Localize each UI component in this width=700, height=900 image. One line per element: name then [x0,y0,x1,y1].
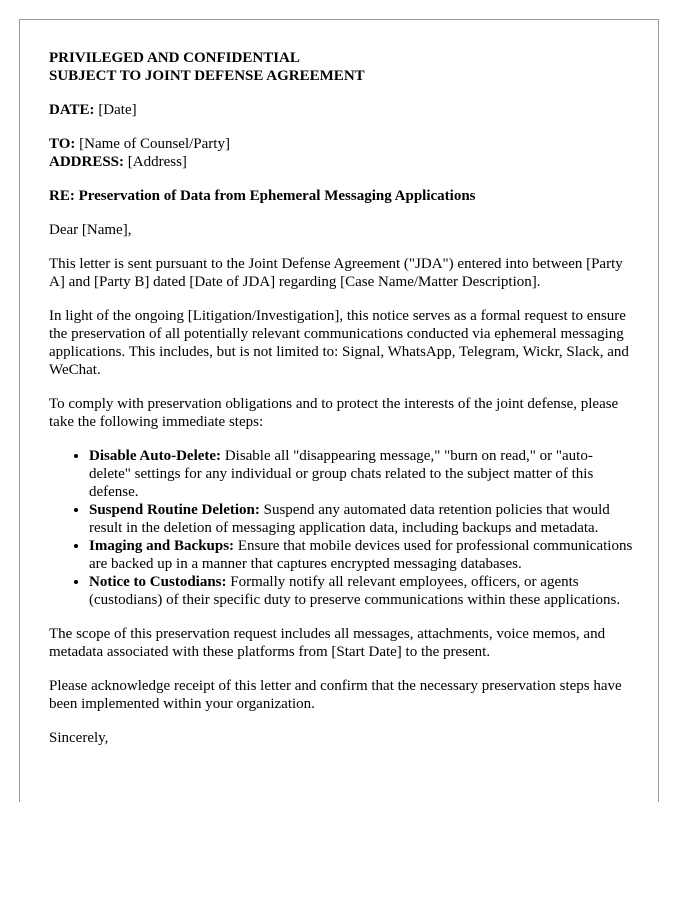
address-value: [Address] [124,154,187,170]
letter-page [19,19,659,802]
list-item [89,447,634,501]
confidentiality-header [49,49,634,85]
step-text: Suspend any automated data retention policies that would result in the deletion of messaging application data, including backups and metadata. [89,502,610,536]
step-term: Imaging and Backups: [89,538,235,554]
salutation: Dear [Name], [49,222,132,238]
date-value: [Date] [94,102,137,118]
to-label: TO: [49,136,76,152]
paragraph-steps-intro: To comply with preservation obligations and to protect the interests of the joint defense, please take the following immediate steps: [49,396,619,430]
paragraph-scope: The scope of this preservation request includes all messages, attachments, voice memos, and metadata associated with these platforms from [Start Date] to the present. [49,626,606,660]
date-label: DATE: [49,102,95,118]
paragraph-preservation-request: In light of the ongoing [Litigation/Investigation], this notice serves as a formal request to ensure the preservation of all potentially relevant communications conducted via ephemeral messaging applications. This includes, but is not limited to: Signal, WhatsApp, Telegram, Wickr, Slack, and WeChat. [49,308,629,378]
list-item [89,537,634,573]
paragraph-acknowledgement: Please acknowledge receipt of this letter and confirm that the necessary preservation steps have been implemented within your organization. [49,678,622,712]
step-term: Notice to Custodians: [89,574,227,590]
list-item [89,573,634,609]
letter-content [49,49,634,763]
address-label: ADDRESS: [49,154,125,170]
step-term: Suspend Routine Deletion: [89,502,260,518]
date-line [49,101,634,119]
header-line-privileged: PRIVILEGED AND CONFIDENTIAL [49,50,300,66]
closing: Sincerely, [49,730,109,746]
list-item [89,501,634,537]
to-value: [Name of Counsel/Party] [75,136,230,152]
recipient-block [49,135,634,171]
header-line-jda: SUBJECT TO JOINT DEFENSE AGREEMENT [49,68,365,84]
address-line [49,153,634,171]
paragraph-jda-reference: This letter is sent pursuant to the Joint Defense Agreement ("JDA") entered into between [Party A] and [Party B] dated [Date of JDA] regarding [Case Name/Matter Description]. [49,256,623,290]
step-term: Disable Auto-Delete: [89,448,222,464]
subject-line: RE: Preservation of Data from Ephemeral Messaging Applications [49,188,476,204]
to-line [49,135,634,153]
step-text: Formally notify all relevant employees, officers, or agents (custodians) of their specific duty to preserve communications within these applications. [89,574,621,608]
step-text: Disable all "disappearing message," "burn on read," or "auto-delete" settings for any individual or group chats related to the subject matter of this defense. [89,448,594,500]
preservation-steps-list [49,447,634,609]
step-text: Ensure that mobile devices used for professional communications are backed up in a manner that captures encrypted messaging databases. [89,538,633,572]
